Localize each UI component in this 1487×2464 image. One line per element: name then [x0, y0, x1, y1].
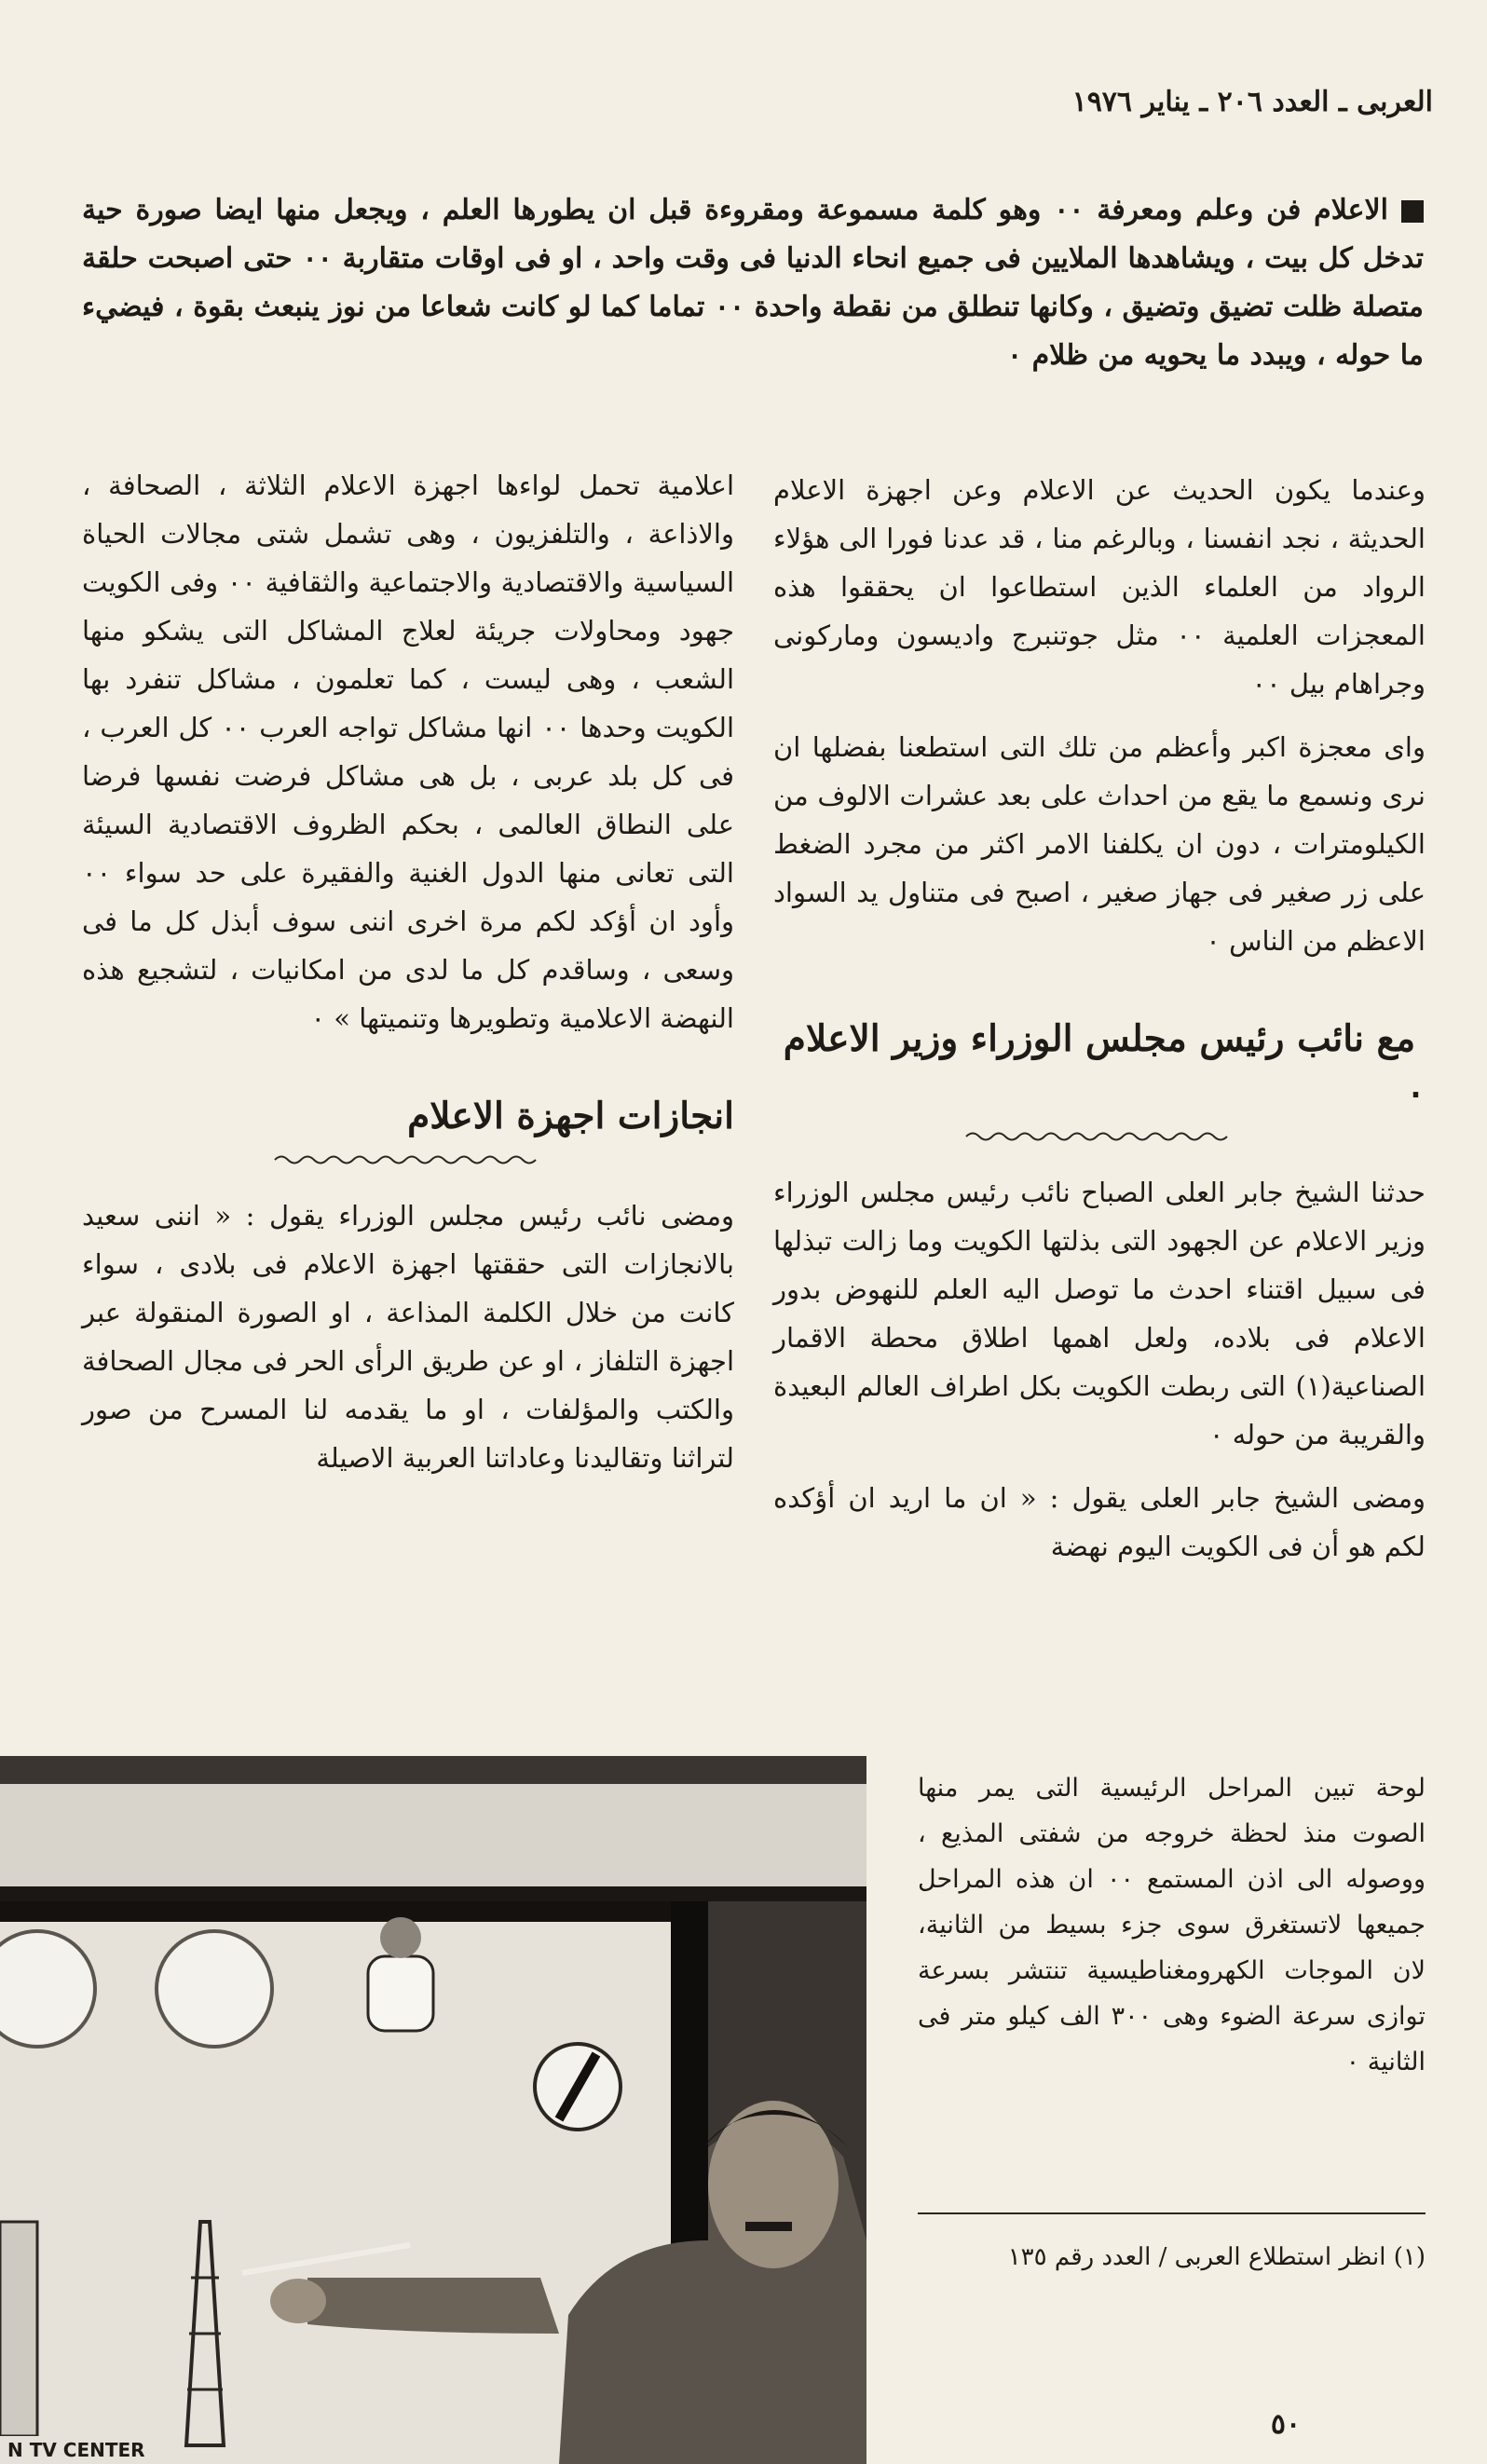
right-paragraph-1: وعندما يكون الحديث عن الاعلام وعن اجهزة الاعلام الحديثة ، نجد انفسنا ، وبالرغم منا ، قد عدنا فورا الى هؤلاء الرواد من العلماء الذين استطاعوا ان يحققوا هذه المعجزات العلمية ٠٠ مثل جوتنبرج واديسون وماركونى وجراهام بيل ٠٠: [773, 474, 1426, 700]
page-header: العربى ـ العدد ٢٠٦ ـ يناير ١٩٧٦: [1071, 86, 1433, 118]
photo-tv-center-board: [0, 1756, 866, 2464]
bullet-square-icon: [1401, 200, 1424, 223]
photo-caption: لوحة تبين المراحل الرئيسية التى يمر منها الصوت منذ لحظة خروجه من شفتى المذيع ، ووصوله الى اذن المستمع ٠٠ ان هذه المراحل جميعها لاتستغرق سوى جزء بسيط من الثانية، لان الموجات الكهرومغناطيسية تنتشر بسرعة توازى سرعة الضوء وهى ٣٠٠ الف كيلو متر فى الثانية ٠: [918, 1774, 1426, 2076]
heading-underline-ornament: [273, 1152, 543, 1167]
footnote: (١) انظر استطلاع العربى / العدد رقم ١٣٥: [1007, 2243, 1426, 2271]
tv-center-sign: N TV CENTER: [7, 2439, 145, 2461]
intro-text: الاعلام فن وعلم ومعرفة ٠٠ وهو كلمة مسموعة ومقروءة قبل ان يطورها العلم ، ويجعل منها ايضا صورة حية تدخل كل بيت ، ويشاهدها الملايين فى جميع انحاء الدنيا فى وقت واحد ، او فى اوقات متقاربة ٠٠ حتى اصبحت حلقة متصلة ظلت تضيق وتضيق ، وكانها تنطلق من نقطة واحدة ٠٠ تماما كما لو كانت شعاعا من نوز ينبعث بقوة ، فيضيء ما حوله ، ويبدد ما يحويه من ظلام ٠: [82, 194, 1425, 372]
left-column: [82, 461, 734, 1497]
section-heading-minister: مع نائب رئيس مجلس الوزراء وزير الاعلام ٠: [783, 1017, 1426, 1114]
heading-underline-ornament: [964, 1129, 1235, 1144]
left-paragraph-2: ومضى نائب رئيس مجلس الوزراء يقول : « اننى سعيد بالانجازات التى حققتها اجهزة الاعلام فى بلادى ، سواء كانت من خلال الكلمة المذاعة ، او الصورة المنقولة عبر اجهزة التلفاز ، او عن طريق الرأى الحر فى مجال الصحافة والكتب والمؤلفات ، او ما يقدمه لنا المسرح من صور لتراثنا وتقاليدنا وعاداتنا العربية الاصيلة: [82, 1200, 734, 1474]
intro-paragraph: [82, 186, 1424, 380]
photo-illustration: [0, 1756, 866, 2464]
board-dial-1: [0, 1931, 95, 2047]
page-number: ٥٠: [1270, 2408, 1302, 2441]
tv-set-drawing: [368, 1956, 433, 2031]
right-column: [773, 466, 1426, 1586]
right-paragraph-3: حدثنا الشيخ جابر العلى الصباح نائب رئيس مجلس الوزراء وزير الاعلام عن الجهود التى بذلتها الكويت وما زالت تبذلها فى سبيل اقتناء احدث ما توصل اليه العلم للنهوض بدور الاعلام فى بلاده، ولعل اهمها اطلاق محطة الاقمار الصناعية(١) التى ربطت الكويت بكل اطراف العالم البعيدة والقريبة من حوله ٠: [773, 1177, 1426, 1450]
microphone-portrait: [380, 1917, 421, 1958]
footnote-divider: [918, 2212, 1426, 2214]
right-paragraph-2: واى معجزة اكبر وأعظم من تلك التى استطعنا بفضلها ان نرى ونسمع ما يقع من احداث على بعد عشرات الالوف من الكيلومترات ، دون ان يكلفنا الامر اكثر من مجرد الضغط على زر صغير فى جهاز صغير ، اصبح فى متناول يد السواد الاعظم من الناس ٠: [773, 731, 1426, 957]
right-paragraph-4: ومضى الشيخ جابر العلى يقول : « ان ما اريد ان أؤكده لكم هو أن فى الكويت اليوم نهضة: [773, 1482, 1426, 1562]
section-heading-achievements: انجازات اجهزة الاعلام: [407, 1095, 734, 1137]
left-paragraph-1: اعلامية تحمل لواءها اجهزة الاعلام الثلاثة ، الصحافة ، والاذاعة ، والتلفزيون ، وهى تشمل شتى مجالات الحياة السياسية والاقتصادية والاجتماعية والثقافية ٠٠ وفى الكويت جهود ومحاولات جريئة لعلاج المشاكل التى يشكو منها الشعب ، وهى ليست ، كما تعلمون ، مشاكل تنفرد بها الكويت وحدها ٠٠ انها مشاكل تواجه العرب ٠٠ كل العرب ، فى كل بلد عربى ، بل هى مشاكل فرضت نفسها فرضا على النطاق العالمى ، بحكم الظروف الاقتصادية السيئة التى تعانى منها الدول الغنية والفقيرة على حد سواء ٠٠ وأود ان أؤكد لكم مرة اخرى اننى سوف أبذل كل ما فى وسعى ، وساقدم كل ما لدى من امكانيات ، لتشجيع هذه النهضة الاعلامية وتطويرها وتنميتها » ٠: [82, 470, 735, 1034]
board-dial-2: [157, 1931, 272, 2047]
